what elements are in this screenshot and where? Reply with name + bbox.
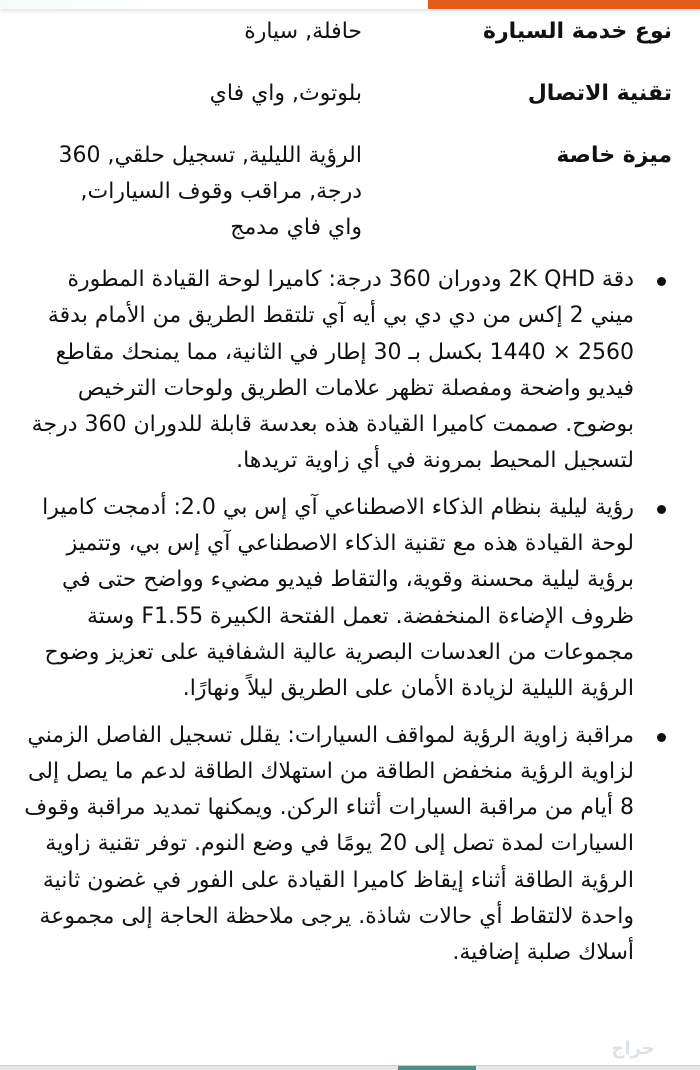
active-tab-indicator[interactable] <box>428 0 700 9</box>
tab-segment-left[interactable] <box>0 0 155 9</box>
bottom-scroll-bar <box>0 1065 700 1070</box>
spec-row-connectivity <box>12 76 672 112</box>
product-specs-table <box>12 14 672 272</box>
spec-value: الرؤية الليلية, تسجيل حلقي, 360 درجة, مراقب وقوف السيارات, واي فاي مدمج <box>58 143 362 240</box>
spec-label: تقنية الاتصال <box>527 81 672 106</box>
feature-text: مراقبة زاوية الرؤية لمواقف السيارات: يقلل تسجيل الفاصل الزمني لزاوية الرؤية منخفض الطاقة من استهلاك الطاقة لدعم ما يصل إلى 8 أيام من مراقبة السيارات أثناء الركن. ويمكنها تمديد مراقبة وقوف السيارات لمدة تصل إلى 20 يومًا في وضع النوم. توفر تقنية زاوية الرؤية الطاقة أثناء إيقاظ كاميرا القيادة على الفور في غضون ثانية واحدة لالتقاط أي حالات شاذة. يرجى ملاحظة الحاجة إلى مجموعة أسلاك صلبة إضافية. <box>24 722 634 966</box>
spec-row-vehicle-service-type <box>12 14 672 50</box>
bullet-dot-icon <box>657 277 666 286</box>
feature-text: دقة 2K QHD ودوران 360 درجة: كاميرا لوحة القيادة المطورة ميني 2 إكس من دي دي بي أيه آي تلتقط الطريق من الأمام بدقة 2560 × 1440 بكسل بـ 30 إطار في الثانية، مما يمنحك مقاطع فيديو واضحة ومفصلة تظهر علامات الطريق ولوحات الترخيص بوضوح. صممت كاميرا القيادة هذه بعدسة قابلة للدوران 360 درجة لتسجيل المحيط بمرونة في أي زاوية تريدها. <box>31 267 634 474</box>
bullet-dot-icon <box>657 733 666 742</box>
spec-row-special-feature <box>12 138 672 246</box>
feature-bullet-resolution <box>22 262 674 480</box>
bullet-dot-icon <box>657 505 666 514</box>
tab-segment-middle[interactable] <box>155 0 428 9</box>
watermark-logo: حراج <box>611 1038 655 1059</box>
spec-value: حافلة, سيارة <box>244 19 362 44</box>
top-tab-bar <box>0 0 700 9</box>
spec-label: نوع خدمة السيارة <box>482 19 672 44</box>
feature-bullet-parking-monitor <box>22 718 674 972</box>
scroll-indicator[interactable] <box>398 1066 476 1070</box>
feature-bullet-night-vision <box>22 490 674 708</box>
spec-value: بلوتوث, واي فاي <box>209 81 362 106</box>
spec-label: ميزة خاصة <box>556 143 672 168</box>
feature-text: رؤية ليلية بنظام الذكاء الاصطناعي آي إس بي 2.0: أدمجت كاميرا لوحة القيادة هذه مع تقنية الذكاء الاصطناعي آي إس بي، وتتميز برؤية ليلية محسنة وقوية، والتقاط فيديو مضيء وواضح حتى في ظروف الإضاءة المنخفضة. تعمل الفتحة الكبيرة F1.55 وستة مجموعات من العدسات البصرية عالية الشفافية على تعزيز وضوح الرؤية الليلية لزيادة الأمان على الطريق ليلاً ونهارًا. <box>42 494 634 702</box>
feature-bullet-list <box>22 262 674 982</box>
